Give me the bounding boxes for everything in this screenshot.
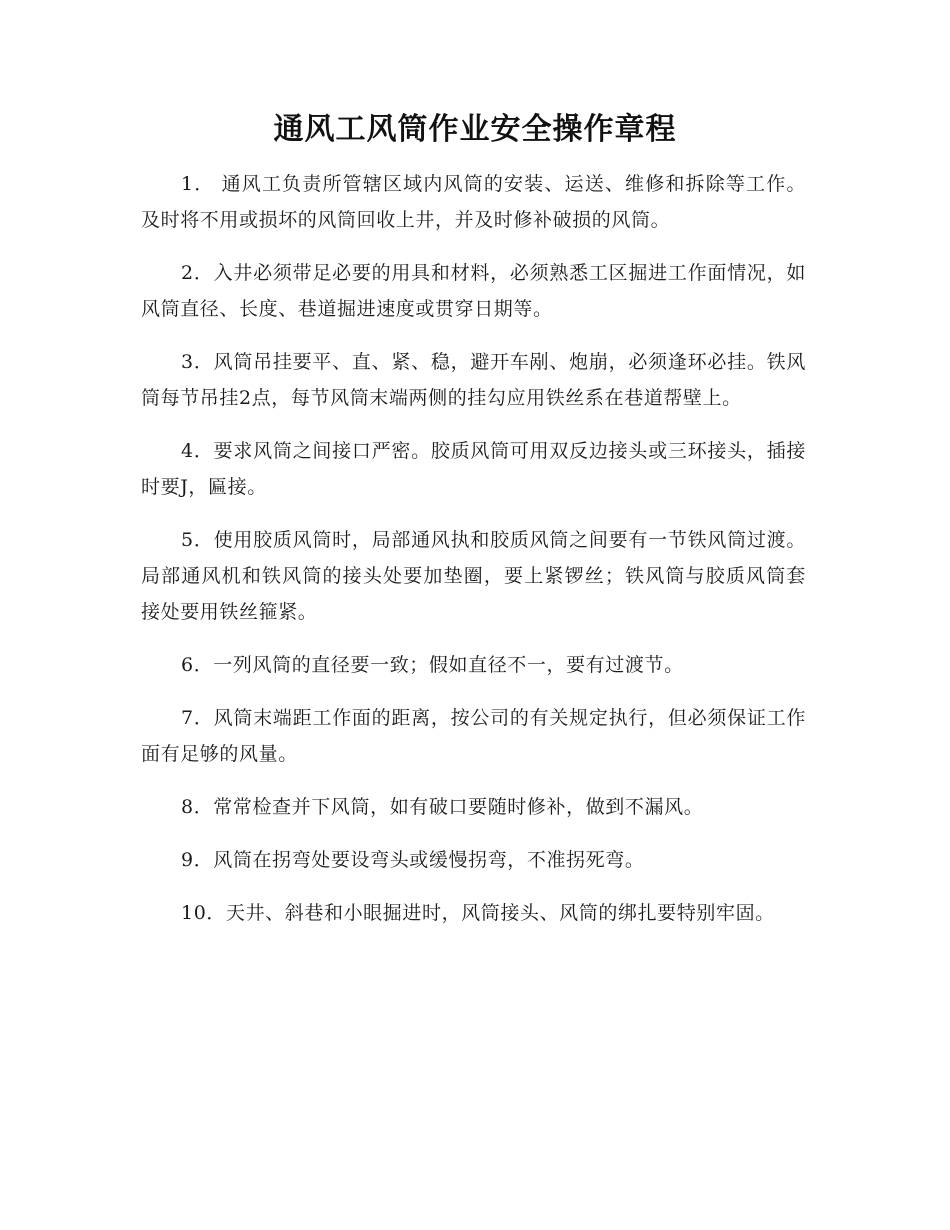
document-body (141, 166, 806, 948)
rule-paragraph-8: 8．常常检查并下风筒，如有破口要随时修补，做到不漏风。 (181, 796, 704, 818)
rule-paragraph-4: 4．要求风筒之间接口严密。胶质风筒可用双反边接头或三环接头，插接时要J，匾接。 (141, 440, 806, 498)
document-title: 通风工风筒作业安全操作章程 (273, 112, 677, 147)
rule-paragraph-1: 1． 通风工负责所管辖区域内风筒的安装、运送、维修和拆除等工作。及时将不用或损坏的风筒回收上井，并及时修补破损的风筒。 (141, 173, 806, 231)
rule-paragraph-3: 3．风筒吊挂要平、直、紧、稳，避开车剐、炮崩，必须逢环必挂。铁风筒每节吊挂2点，每节风筒末端两侧的挂勾应用铁丝系在巷道帮壁上。 (141, 351, 806, 409)
rule-paragraph-6: 6．一列风筒的直径要一致；假如直径不一，要有过渡节。 (181, 654, 684, 676)
rule-paragraph-5: 5．使用胶质风筒时，局部通风执和胶质风筒之间要有一节铁风筒过渡。局部通风机和铁风筒的接头处要加垫圈，要上紧锣丝；铁风筒与胶质风筒套接处要用铁丝箍紧。 (141, 529, 806, 623)
rule-paragraph-10: 10．天井、斜巷和小眼掘进时，风筒接头、风筒的绑扎要特别牢固。 (181, 902, 775, 924)
rule-paragraph-9: 9．风筒在拐弯处要设弯头或缓慢拐弯，不准拐死弯。 (181, 849, 645, 871)
rule-paragraph-2: 2．入井必须带足必要的用具和材料，必须熟悉工区掘进工作面情况，如风筒直径、长度、巷道掘进速度或贯穿日期等。 (141, 262, 806, 320)
rule-paragraph-7: 7．风筒末端距工作面的距离，按公司的有关规定执行，但必须保证工作面有足够的风量。 (141, 707, 806, 765)
